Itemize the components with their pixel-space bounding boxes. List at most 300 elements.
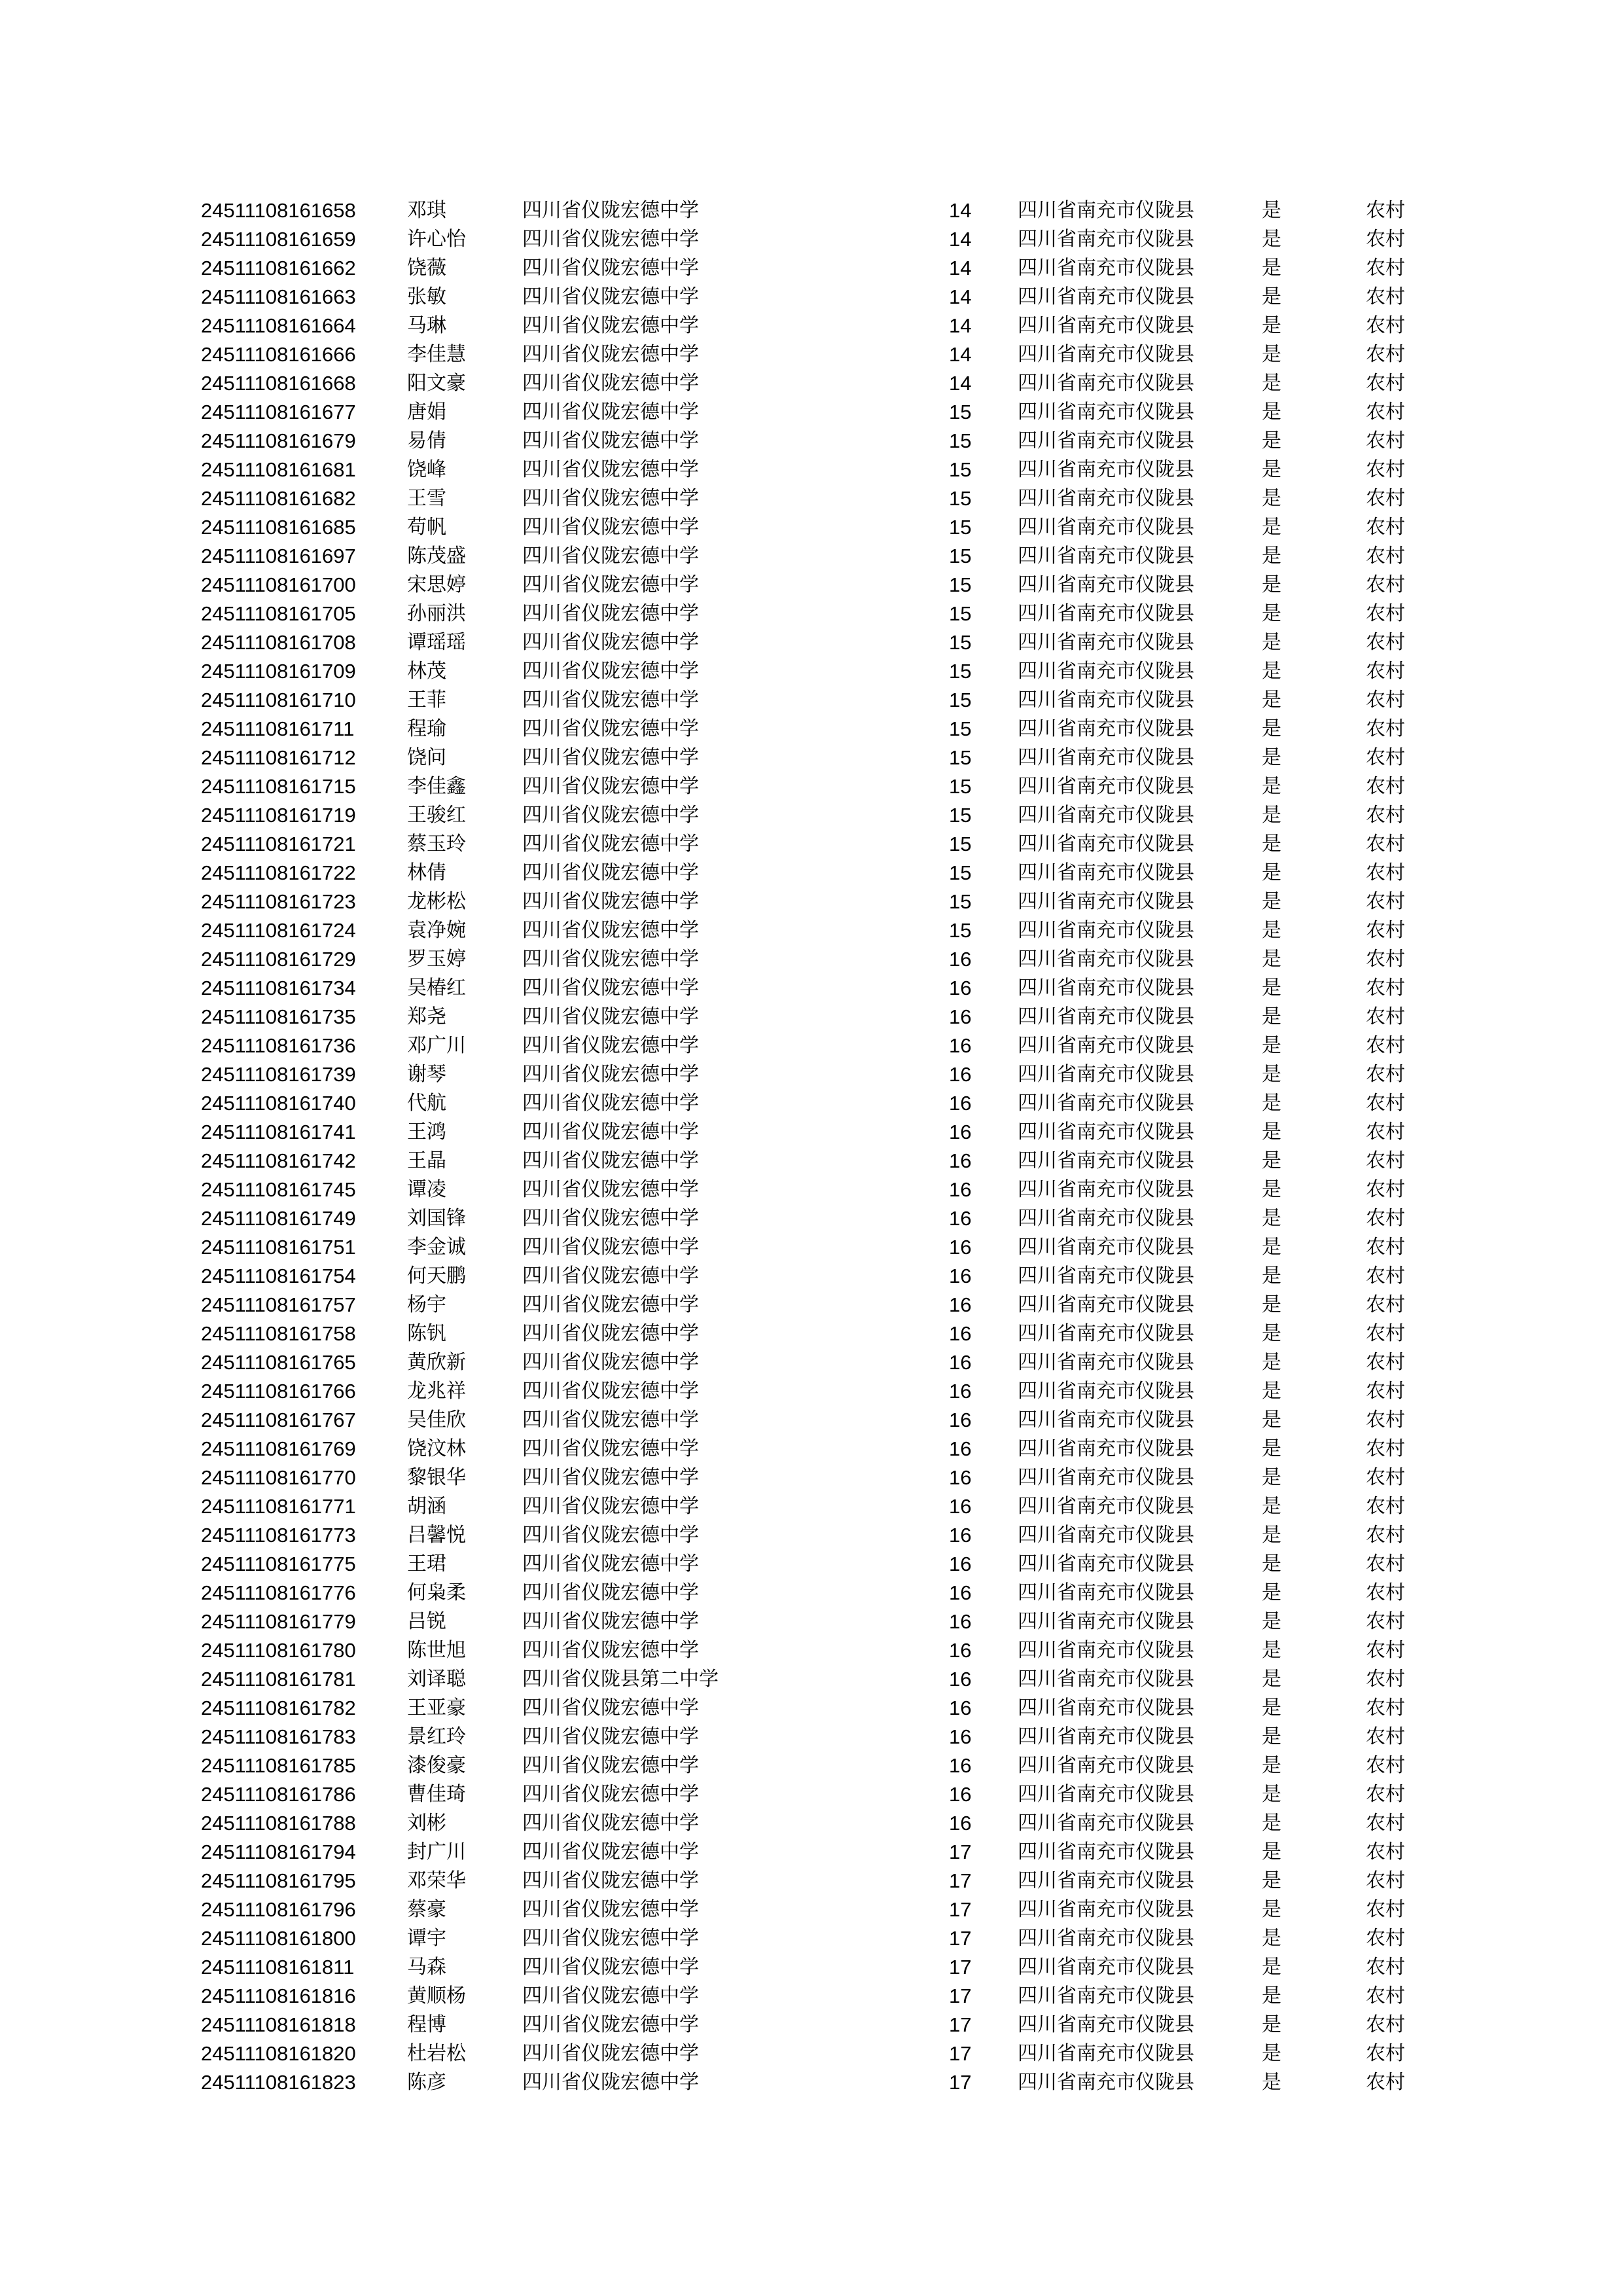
region-cell: 四川省南充市仪陇县 (1018, 1840, 1194, 1863)
region-cell: 四川省南充市仪陇县 (1018, 1236, 1194, 1259)
flag-cell: 是 (1262, 1121, 1281, 1143)
student-id-cell: 24511108161741 (201, 1121, 356, 1143)
student-name-cell: 罗玉婷 (407, 948, 466, 971)
student-name-cell: 李金诚 (407, 1236, 466, 1259)
residence-type-cell: 农村 (1366, 1524, 1405, 1547)
flag-cell: 是 (1262, 2013, 1281, 2036)
residence-type-cell: 农村 (1366, 2071, 1405, 2094)
student-id-cell: 24511108161785 (201, 1754, 356, 1777)
residence-type-cell: 农村 (1366, 1754, 1405, 1777)
table-row (0, 1060, 1623, 1089)
score-cell: 16 (949, 1610, 972, 1633)
score-cell: 16 (949, 1178, 972, 1201)
student-id-cell: 24511108161779 (201, 1610, 356, 1633)
residence-type-cell: 农村 (1366, 717, 1405, 740)
table-row (0, 1636, 1623, 1665)
flag-cell: 是 (1262, 429, 1281, 452)
score-cell: 15 (949, 602, 972, 625)
residence-type-cell: 农村 (1366, 1927, 1405, 1950)
region-cell: 四川省南充市仪陇县 (1018, 1466, 1194, 1489)
student-id-cell: 24511108161823 (201, 2071, 356, 2094)
school-cell: 四川省仪陇宏德中学 (522, 1552, 699, 1575)
flag-cell: 是 (1262, 746, 1281, 769)
table-row (0, 398, 1623, 427)
school-cell: 四川省仪陇宏德中学 (522, 1149, 699, 1172)
score-cell: 16 (949, 1265, 972, 1287)
flag-cell: 是 (1262, 1754, 1281, 1777)
region-cell: 四川省南充市仪陇县 (1018, 919, 1194, 942)
score-cell: 16 (949, 948, 972, 971)
residence-type-cell: 农村 (1366, 1149, 1405, 1172)
student-name-cell: 刘译聪 (407, 1668, 466, 1691)
residence-type-cell: 农村 (1366, 1552, 1405, 1575)
flag-cell: 是 (1262, 1092, 1281, 1115)
student-name-cell: 苟帆 (407, 516, 446, 539)
residence-type-cell: 农村 (1366, 458, 1405, 481)
score-cell: 16 (949, 1725, 972, 1748)
flag-cell: 是 (1262, 919, 1281, 942)
table-row (0, 1118, 1623, 1147)
score-cell: 17 (949, 2013, 972, 2036)
region-cell: 四川省南充市仪陇县 (1018, 401, 1194, 423)
score-cell: 15 (949, 804, 972, 827)
student-id-cell: 24511108161719 (201, 804, 356, 827)
table-row (0, 1147, 1623, 1175)
student-id-cell: 24511108161754 (201, 1265, 356, 1287)
student-name-cell: 唐娟 (407, 401, 446, 423)
flag-cell: 是 (1262, 1956, 1281, 1979)
flag-cell: 是 (1262, 199, 1281, 222)
score-cell: 16 (949, 1812, 972, 1835)
flag-cell: 是 (1262, 602, 1281, 625)
score-cell: 15 (949, 919, 972, 942)
flag-cell: 是 (1262, 257, 1281, 279)
flag-cell: 是 (1262, 1495, 1281, 1518)
region-cell: 四川省南充市仪陇县 (1018, 1524, 1194, 1547)
region-cell: 四川省南充市仪陇县 (1018, 573, 1194, 596)
school-cell: 四川省仪陇宏德中学 (522, 775, 699, 798)
table-row (0, 1233, 1623, 1262)
score-cell: 15 (949, 660, 972, 683)
region-cell: 四川省南充市仪陇县 (1018, 717, 1194, 740)
residence-type-cell: 农村 (1366, 948, 1405, 971)
school-cell: 四川省仪陇宏德中学 (522, 919, 699, 942)
residence-type-cell: 农村 (1366, 1034, 1405, 1057)
table-row (0, 686, 1623, 715)
table-row (0, 1924, 1623, 1953)
flag-cell: 是 (1262, 1840, 1281, 1863)
student-name-cell: 李佳鑫 (407, 775, 466, 798)
table-row (0, 888, 1623, 916)
residence-type-cell: 农村 (1366, 689, 1405, 711)
score-cell: 16 (949, 1783, 972, 1806)
student-id-cell: 24511108161766 (201, 1380, 356, 1403)
student-name-cell: 饶汶林 (407, 1437, 466, 1460)
student-name-cell: 何枭柔 (407, 1581, 466, 1604)
table-row (0, 801, 1623, 830)
student-name-cell: 程瑜 (407, 717, 446, 740)
flag-cell: 是 (1262, 1639, 1281, 1662)
flag-cell: 是 (1262, 775, 1281, 798)
residence-type-cell: 农村 (1366, 1581, 1405, 1604)
flag-cell: 是 (1262, 1207, 1281, 1230)
student-name-cell: 程博 (407, 2013, 446, 2036)
student-name-cell: 邓荣华 (407, 1869, 466, 1892)
score-cell: 16 (949, 1552, 972, 1575)
student-id-cell: 24511108161677 (201, 401, 356, 423)
region-cell: 四川省南充市仪陇县 (1018, 602, 1194, 625)
residence-type-cell: 农村 (1366, 1783, 1405, 1806)
residence-type-cell: 农村 (1366, 401, 1405, 423)
flag-cell: 是 (1262, 1437, 1281, 1460)
flag-cell: 是 (1262, 1869, 1281, 1892)
flag-cell: 是 (1262, 1293, 1281, 1316)
region-cell: 四川省南充市仪陇县 (1018, 2013, 1194, 2036)
school-cell: 四川省仪陇县第二中学 (522, 1668, 719, 1691)
region-cell: 四川省南充市仪陇县 (1018, 1610, 1194, 1633)
flag-cell: 是 (1262, 516, 1281, 539)
residence-type-cell: 农村 (1366, 372, 1405, 395)
region-cell: 四川省南充市仪陇县 (1018, 631, 1194, 654)
table-row (0, 1089, 1623, 1118)
student-id-cell: 24511108161776 (201, 1581, 356, 1604)
residence-type-cell: 农村 (1366, 919, 1405, 942)
student-id-cell: 24511108161700 (201, 573, 356, 596)
student-id-cell: 24511108161795 (201, 1869, 356, 1892)
residence-type-cell: 农村 (1366, 1869, 1405, 1892)
school-cell: 四川省仪陇宏德中学 (522, 401, 699, 423)
flag-cell: 是 (1262, 1984, 1281, 2007)
student-id-cell: 24511108161786 (201, 1783, 356, 1806)
flag-cell: 是 (1262, 314, 1281, 337)
student-id-cell: 24511108161729 (201, 948, 356, 971)
score-cell: 17 (949, 1898, 972, 1921)
residence-type-cell: 农村 (1366, 775, 1405, 798)
table-row (0, 2039, 1623, 2068)
score-cell: 16 (949, 1581, 972, 1604)
residence-type-cell: 农村 (1366, 1265, 1405, 1287)
score-cell: 14 (949, 199, 972, 222)
student-name-cell: 王骏红 (407, 804, 466, 827)
school-cell: 四川省仪陇宏德中学 (522, 1581, 699, 1604)
student-name-cell: 阳文豪 (407, 372, 466, 395)
school-cell: 四川省仪陇宏德中学 (522, 1380, 699, 1403)
student-id-cell: 24511108161780 (201, 1639, 356, 1662)
flag-cell: 是 (1262, 1236, 1281, 1259)
student-id-cell: 24511108161697 (201, 545, 356, 567)
flag-cell: 是 (1262, 861, 1281, 884)
region-cell: 四川省南充市仪陇县 (1018, 2042, 1194, 2065)
student-id-cell: 24511108161709 (201, 660, 356, 683)
score-cell: 15 (949, 775, 972, 798)
flag-cell: 是 (1262, 1696, 1281, 1719)
flag-cell: 是 (1262, 1351, 1281, 1374)
student-id-cell: 24511108161711 (201, 717, 355, 740)
student-name-cell: 蔡玉玲 (407, 833, 466, 855)
residence-type-cell: 农村 (1366, 1437, 1405, 1460)
score-cell: 17 (949, 1984, 972, 2007)
school-cell: 四川省仪陇宏德中学 (522, 890, 699, 913)
student-id-cell: 24511108161664 (201, 314, 356, 337)
flag-cell: 是 (1262, 343, 1281, 366)
student-name-cell: 封广川 (407, 1840, 466, 1863)
region-cell: 四川省南充市仪陇县 (1018, 660, 1194, 683)
student-id-cell: 24511108161742 (201, 1149, 356, 1172)
student-id-cell: 24511108161666 (201, 343, 356, 366)
region-cell: 四川省南充市仪陇县 (1018, 977, 1194, 999)
table-row (0, 1694, 1623, 1723)
student-id-cell: 24511108161736 (201, 1034, 356, 1057)
residence-type-cell: 农村 (1366, 545, 1405, 567)
table-row (0, 1809, 1623, 1838)
score-cell: 15 (949, 631, 972, 654)
student-name-cell: 杨宇 (407, 1293, 446, 1316)
school-cell: 四川省仪陇宏德中学 (522, 1898, 699, 1921)
student-id-cell: 24511108161811 (201, 1956, 355, 1979)
student-id-cell: 24511108161758 (201, 1322, 356, 1345)
flag-cell: 是 (1262, 2042, 1281, 2065)
table-row (0, 628, 1623, 657)
flag-cell: 是 (1262, 1380, 1281, 1403)
student-id-cell: 24511108161662 (201, 257, 356, 279)
table-row (0, 1492, 1623, 1521)
score-cell: 16 (949, 1380, 972, 1403)
score-cell: 16 (949, 1696, 972, 1719)
score-cell: 17 (949, 1840, 972, 1863)
region-cell: 四川省南充市仪陇县 (1018, 689, 1194, 711)
region-cell: 四川省南充市仪陇县 (1018, 1207, 1194, 1230)
school-cell: 四川省仪陇宏德中学 (522, 285, 699, 308)
flag-cell: 是 (1262, 401, 1281, 423)
region-cell: 四川省南充市仪陇县 (1018, 1380, 1194, 1403)
score-cell: 17 (949, 1927, 972, 1950)
score-cell: 16 (949, 1034, 972, 1057)
region-cell: 四川省南充市仪陇县 (1018, 285, 1194, 308)
student-name-cell: 饶峰 (407, 458, 446, 481)
flag-cell: 是 (1262, 948, 1281, 971)
residence-type-cell: 农村 (1366, 1812, 1405, 1835)
region-cell: 四川省南充市仪陇县 (1018, 1581, 1194, 1604)
student-name-cell: 林倩 (407, 861, 446, 884)
table-row (0, 1204, 1623, 1233)
region-cell: 四川省南充市仪陇县 (1018, 1121, 1194, 1143)
table-row (0, 1377, 1623, 1406)
residence-type-cell: 农村 (1366, 2042, 1405, 2065)
student-name-cell: 孙丽洪 (407, 602, 466, 625)
table-row (0, 2011, 1623, 2039)
student-name-cell: 龙兆祥 (407, 1380, 466, 1403)
flag-cell: 是 (1262, 689, 1281, 711)
score-cell: 16 (949, 1437, 972, 1460)
flag-cell: 是 (1262, 1552, 1281, 1575)
region-cell: 四川省南充市仪陇县 (1018, 804, 1194, 827)
table-row (0, 1867, 1623, 1895)
table-row (0, 1953, 1623, 1982)
table-row (0, 1665, 1623, 1694)
student-id-cell: 24511108161663 (201, 285, 356, 308)
residence-type-cell: 农村 (1366, 1840, 1405, 1863)
school-cell: 四川省仪陇宏德中学 (522, 343, 699, 366)
region-cell: 四川省南充市仪陇县 (1018, 1812, 1194, 1835)
residence-type-cell: 农村 (1366, 1466, 1405, 1489)
region-cell: 四川省南充市仪陇县 (1018, 1495, 1194, 1518)
region-cell: 四川省南充市仪陇县 (1018, 1005, 1194, 1028)
student-id-cell: 24511108161781 (201, 1668, 356, 1691)
residence-type-cell: 农村 (1366, 487, 1405, 510)
residence-type-cell: 农村 (1366, 1063, 1405, 1086)
region-cell: 四川省南充市仪陇县 (1018, 948, 1194, 971)
table-row (0, 715, 1623, 744)
student-id-cell: 24511108161800 (201, 1927, 356, 1950)
student-name-cell: 马琳 (407, 314, 446, 337)
school-cell: 四川省仪陇宏德中学 (522, 2013, 699, 2036)
residence-type-cell: 农村 (1366, 1322, 1405, 1345)
school-cell: 四川省仪陇宏德中学 (522, 1639, 699, 1662)
student-id-cell: 24511108161681 (201, 458, 356, 481)
student-id-cell: 24511108161721 (201, 833, 356, 855)
region-cell: 四川省南充市仪陇县 (1018, 890, 1194, 913)
school-cell: 四川省仪陇宏德中学 (522, 1437, 699, 1460)
flag-cell: 是 (1262, 1524, 1281, 1547)
student-id-cell: 24511108161796 (201, 1898, 356, 1921)
student-name-cell: 陈茂盛 (407, 545, 466, 567)
student-name-cell: 黄欣新 (407, 1351, 466, 1374)
table-row (0, 772, 1623, 801)
flag-cell: 是 (1262, 285, 1281, 308)
student-id-cell: 24511108161773 (201, 1524, 356, 1547)
residence-type-cell: 农村 (1366, 631, 1405, 654)
student-name-cell: 代航 (407, 1092, 446, 1115)
table-row (0, 1406, 1623, 1435)
residence-type-cell: 农村 (1366, 1207, 1405, 1230)
school-cell: 四川省仪陇宏德中学 (522, 1322, 699, 1345)
student-id-cell: 24511108161723 (201, 890, 356, 913)
school-cell: 四川省仪陇宏德中学 (522, 1495, 699, 1518)
table-row (0, 974, 1623, 1003)
flag-cell: 是 (1262, 1322, 1281, 1345)
school-cell: 四川省仪陇宏德中学 (522, 631, 699, 654)
region-cell: 四川省南充市仪陇县 (1018, 1956, 1194, 1979)
school-cell: 四川省仪陇宏德中学 (522, 1293, 699, 1316)
table-row (0, 1003, 1623, 1031)
table-row (0, 830, 1623, 859)
school-cell: 四川省仪陇宏德中学 (522, 1696, 699, 1719)
table-row (0, 484, 1623, 513)
school-cell: 四川省仪陇宏德中学 (522, 487, 699, 510)
region-cell: 四川省南充市仪陇县 (1018, 1408, 1194, 1431)
region-cell: 四川省南充市仪陇县 (1018, 372, 1194, 395)
score-cell: 15 (949, 861, 972, 884)
score-cell: 14 (949, 285, 972, 308)
table-row (0, 369, 1623, 398)
student-name-cell: 饶问 (407, 746, 446, 769)
student-id-cell: 24511108161788 (201, 1812, 356, 1835)
flag-cell: 是 (1262, 1034, 1281, 1057)
table-row (0, 1319, 1623, 1348)
residence-type-cell: 农村 (1366, 573, 1405, 596)
residence-type-cell: 农村 (1366, 660, 1405, 683)
region-cell: 四川省南充市仪陇县 (1018, 1149, 1194, 1172)
flag-cell: 是 (1262, 487, 1281, 510)
flag-cell: 是 (1262, 545, 1281, 567)
school-cell: 四川省仪陇宏德中学 (522, 372, 699, 395)
flag-cell: 是 (1262, 1063, 1281, 1086)
score-cell: 16 (949, 1408, 972, 1431)
student-name-cell: 吕馨悦 (407, 1524, 466, 1547)
student-id-cell: 24511108161712 (201, 746, 356, 769)
student-id-cell: 24511108161658 (201, 199, 356, 222)
school-cell: 四川省仪陇宏德中学 (522, 689, 699, 711)
table-row (0, 196, 1623, 225)
student-name-cell: 吴椿红 (407, 977, 466, 999)
student-name-cell: 李佳慧 (407, 343, 466, 366)
student-id-cell: 24511108161668 (201, 372, 356, 395)
student-id-cell: 24511108161751 (201, 1236, 356, 1259)
score-cell: 14 (949, 314, 972, 337)
table-row (0, 1521, 1623, 1550)
student-table (0, 196, 1623, 2097)
student-name-cell: 王珺 (407, 1552, 446, 1575)
student-id-cell: 24511108161820 (201, 2042, 356, 2065)
school-cell: 四川省仪陇宏德中学 (522, 717, 699, 740)
school-cell: 四川省仪陇宏德中学 (522, 1984, 699, 2007)
school-cell: 四川省仪陇宏德中学 (522, 1812, 699, 1835)
residence-type-cell: 农村 (1366, 257, 1405, 279)
flag-cell: 是 (1262, 458, 1281, 481)
school-cell: 四川省仪陇宏德中学 (522, 1725, 699, 1748)
flag-cell: 是 (1262, 1408, 1281, 1431)
flag-cell: 是 (1262, 1178, 1281, 1201)
table-row (0, 657, 1623, 686)
region-cell: 四川省南充市仪陇县 (1018, 1034, 1194, 1057)
student-id-cell: 24511108161775 (201, 1552, 356, 1575)
student-name-cell: 黄顺杨 (407, 1984, 466, 2007)
school-cell: 四川省仪陇宏德中学 (522, 314, 699, 337)
score-cell: 15 (949, 890, 972, 913)
flag-cell: 是 (1262, 1927, 1281, 1950)
region-cell: 四川省南充市仪陇县 (1018, 1639, 1194, 1662)
residence-type-cell: 农村 (1366, 228, 1405, 251)
score-cell: 16 (949, 977, 972, 999)
region-cell: 四川省南充市仪陇县 (1018, 1063, 1194, 1086)
flag-cell: 是 (1262, 372, 1281, 395)
region-cell: 四川省南充市仪陇县 (1018, 1265, 1194, 1287)
student-id-cell: 24511108161770 (201, 1466, 356, 1489)
student-name-cell: 漆俊豪 (407, 1754, 466, 1777)
student-name-cell: 许心怡 (407, 228, 466, 251)
school-cell: 四川省仪陇宏德中学 (522, 228, 699, 251)
student-name-cell: 陈钒 (407, 1322, 446, 1345)
residence-type-cell: 农村 (1366, 1236, 1405, 1259)
flag-cell: 是 (1262, 1005, 1281, 1028)
region-cell: 四川省南充市仪陇县 (1018, 1351, 1194, 1374)
score-cell: 16 (949, 1639, 972, 1662)
region-cell: 四川省南充市仪陇县 (1018, 1783, 1194, 1806)
student-name-cell: 邓广川 (407, 1034, 466, 1057)
school-cell: 四川省仪陇宏德中学 (522, 1005, 699, 1028)
region-cell: 四川省南充市仪陇县 (1018, 1178, 1194, 1201)
student-name-cell: 宋思婷 (407, 573, 466, 596)
school-cell: 四川省仪陇宏德中学 (522, 545, 699, 567)
table-row (0, 1982, 1623, 2011)
flag-cell: 是 (1262, 833, 1281, 855)
school-cell: 四川省仪陇宏德中学 (522, 573, 699, 596)
school-cell: 四川省仪陇宏德中学 (522, 1236, 699, 1259)
school-cell: 四川省仪陇宏德中学 (522, 804, 699, 827)
score-cell: 16 (949, 1293, 972, 1316)
table-row (0, 600, 1623, 628)
school-cell: 四川省仪陇宏德中学 (522, 429, 699, 452)
